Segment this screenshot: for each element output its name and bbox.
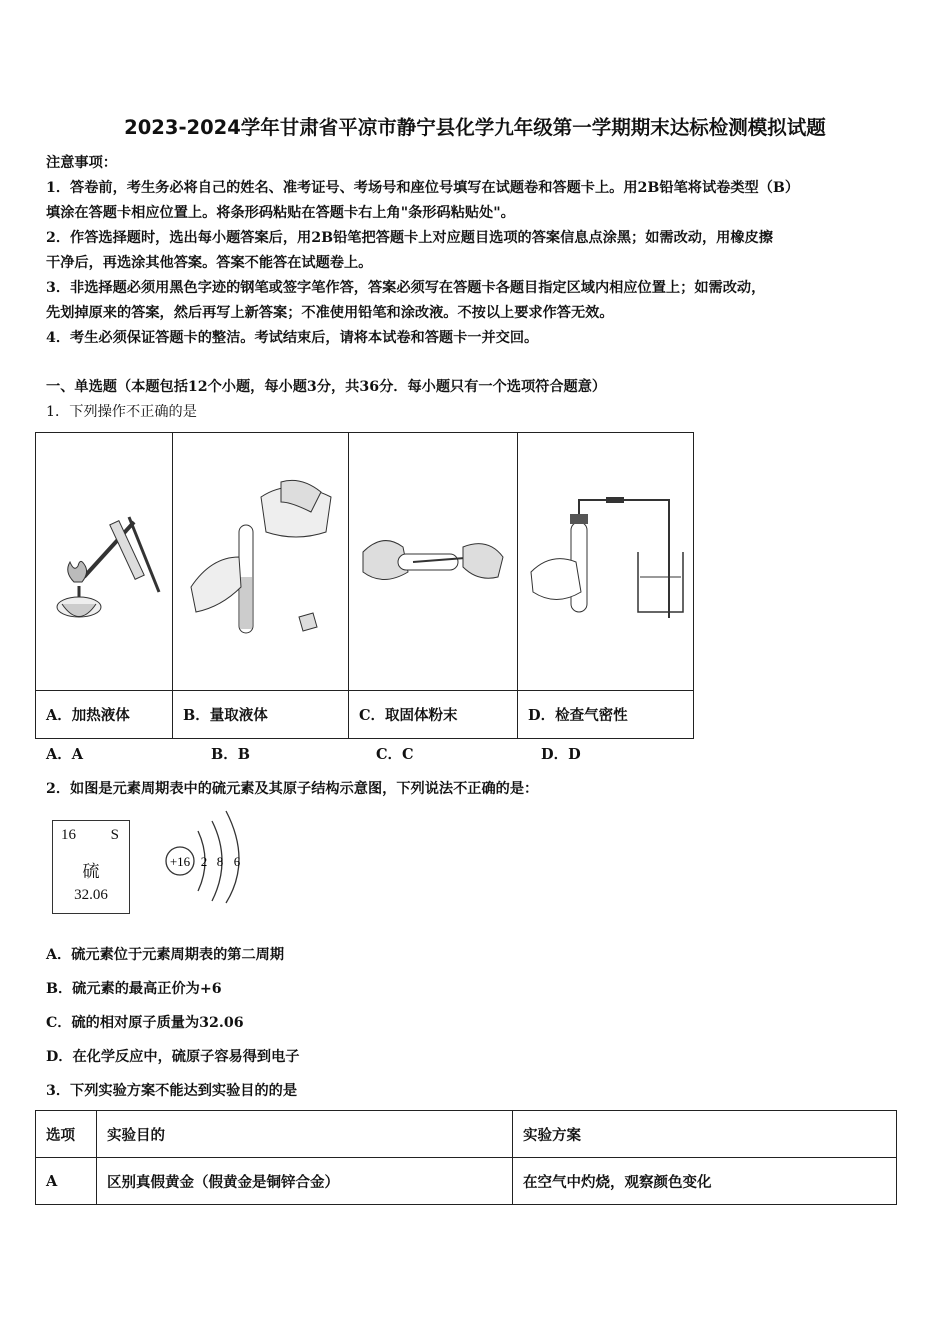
caption-d: D．检查气密性	[518, 691, 694, 739]
q3-table	[35, 1110, 897, 1205]
q2-option-b[interactable]: B．硫元素的最高正价为+6	[46, 981, 222, 997]
caption-b: B．量取液体	[173, 691, 349, 739]
notice-line: 4．考生必须保证答题卡的整洁。考试结束后，请将本试卷和答题卡一并交回。	[46, 330, 539, 346]
row-option: A	[36, 1158, 97, 1205]
caption-c: C．取固体粉末	[349, 691, 518, 739]
notice-line: 3．非选择题必须用黑色字迹的钢笔或签字笔作答，答案必须写在答题卡各题目指定区域内相应位置上；如需改动，	[46, 280, 766, 296]
q1-option-b[interactable]: B．B	[211, 746, 251, 763]
heating-liquid-illustration	[44, 482, 164, 642]
row-method: 在空气中灼烧，观察颜色变化	[513, 1158, 897, 1205]
q3-stem: 3．下列实验方案不能达到实验目的的是	[46, 1083, 298, 1099]
measuring-liquid-illustration	[181, 477, 341, 647]
q2-option-a[interactable]: A．硫元素位于元素周期表的第二周期	[46, 947, 285, 963]
q1-figure-table	[35, 432, 694, 739]
atomic-mass: 32.06	[74, 887, 108, 903]
nucleus-charge: +16	[169, 854, 191, 869]
table-row	[36, 1158, 897, 1205]
q1-option-d[interactable]: D．D	[541, 746, 581, 763]
sulfur-element-card	[52, 820, 130, 914]
caption-a: A．加热液体	[36, 691, 173, 739]
shell-electrons-2: 8	[216, 854, 224, 869]
figure-b-cell	[173, 433, 349, 691]
q2-stem: 2．如图是元素周期表中的硫元素及其原子结构示意图，下列说法不正确的是：	[46, 781, 539, 797]
atomic-number: 16	[61, 827, 76, 843]
taking-powder-illustration	[358, 512, 508, 612]
section-heading: 一、单选题（本题包括12个小题，每小题3分，共36分．每小题只有一个选项符合题意）	[46, 379, 607, 395]
header-option: 选项	[36, 1111, 97, 1158]
notice-line: 干净后，再选涂其他答案。答案不能答在试题卷上。	[46, 255, 373, 271]
figure-c-cell	[349, 433, 518, 691]
figure-a-cell	[36, 433, 173, 691]
shell-electrons-3: 6	[233, 854, 241, 869]
q1-stem: 1．下列操作不正确的是	[46, 404, 197, 420]
shell-electrons-1: 2	[200, 854, 208, 869]
header-method: 实验方案	[513, 1111, 897, 1158]
notice-heading: 注意事项：	[46, 155, 117, 171]
q1-option-a[interactable]: A．A	[46, 746, 84, 763]
notice-line: 填涂在答题卡相应位置上。将条形码粘贴在答题卡右上角"条形码粘贴处"。	[46, 205, 515, 221]
element-symbol: S	[110, 827, 119, 843]
exam-title: 2023-2024学年甘肃省平凉市静宁县化学九年级第一学期期末达标检测模拟试题	[124, 116, 826, 139]
q2-option-d[interactable]: D．在化学反应中，硫原子容易得到电子	[46, 1049, 300, 1065]
table-header-row	[36, 1111, 897, 1158]
row-purpose: 区别真假黄金（假黄金是铜锌合金）	[97, 1158, 513, 1205]
figure-d-cell	[518, 433, 694, 691]
notice-line: 先划掉原来的答案，然后再写上新答案；不准使用铅笔和涂改液。不按以上要求作答无效。	[46, 305, 614, 321]
q2-option-c[interactable]: C．硫的相对原子质量为32.06	[46, 1015, 244, 1031]
element-name: 硫	[82, 862, 100, 881]
header-purpose: 实验目的	[97, 1111, 513, 1158]
airtightness-check-illustration	[526, 492, 686, 632]
notice-line: 2．作答选择题时，选出每小题答案后，用2B铅笔把答题卡上对应题目选项的答案信息点涂黑；如需改动，用橡皮擦	[46, 230, 773, 246]
q1-option-c[interactable]: C．C	[376, 746, 414, 763]
notice-line: 1．答卷前，考生务必将自己的姓名、准考证号、考场号和座位号填写在试题卷和答题卡上。用2B铅笔将试卷类型（B）	[46, 180, 800, 196]
sulfur-atom-structure-diagram	[160, 806, 250, 906]
